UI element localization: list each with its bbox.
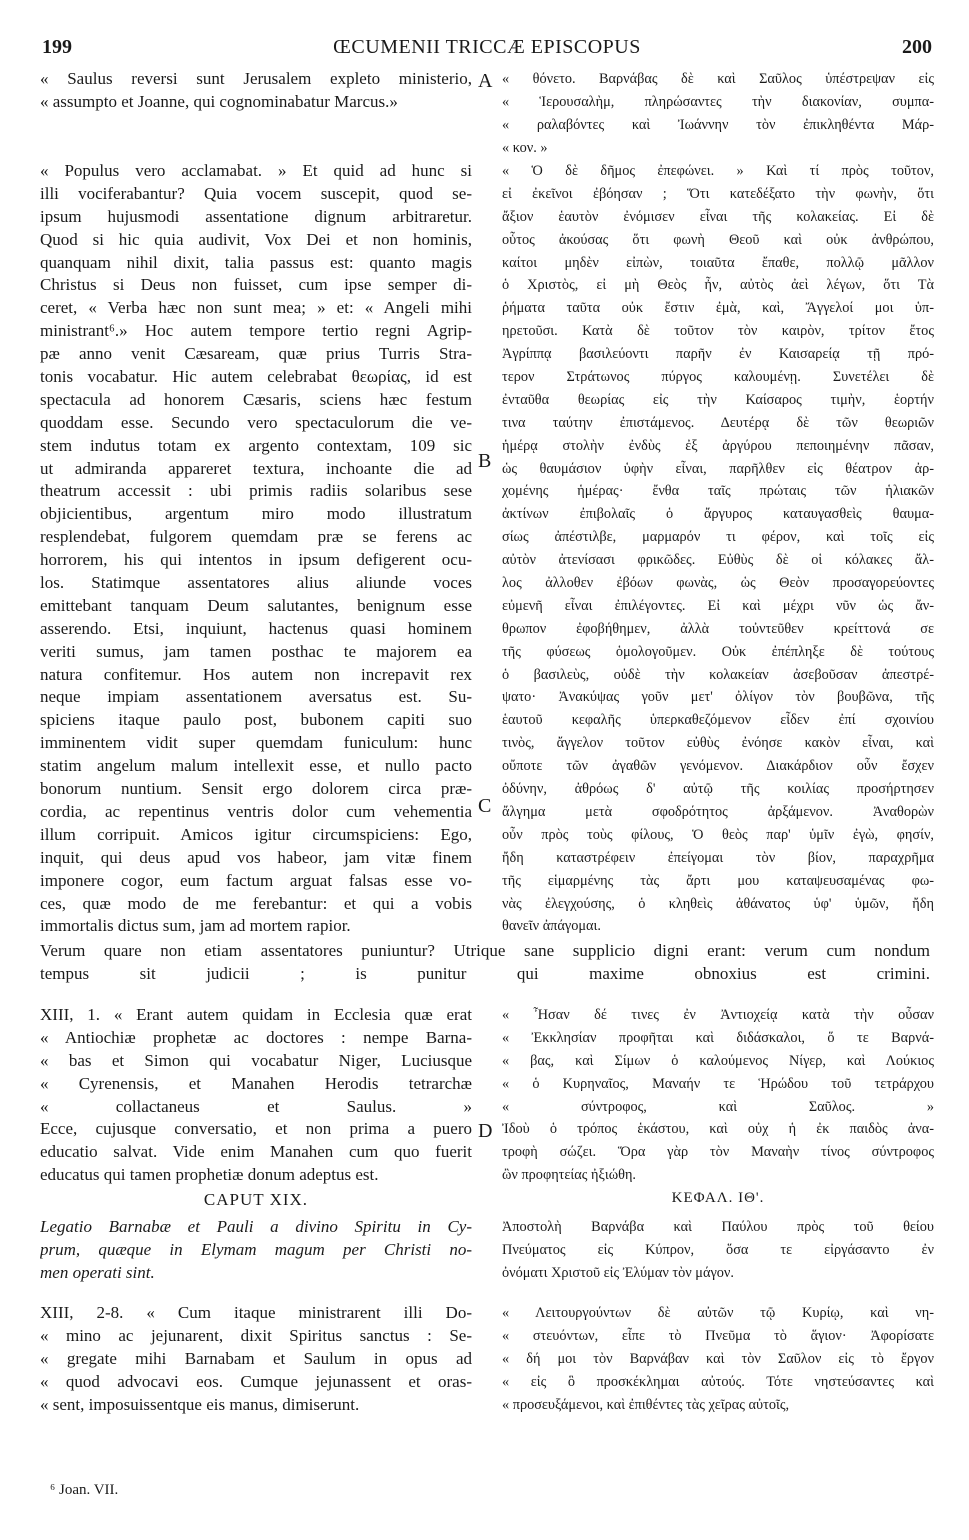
text-line: ὁ Χριστὸς, εἰ μὴ Θεὸς ἦν, αὐτὸς ἀεὶ λέγων, ὅτι Τὰ (502, 277, 934, 294)
text-line: veriti sumus, jam tamen posthac te majorem ea (40, 641, 472, 661)
text-line: natura confitemur. Hos autem non increpavit rex (40, 664, 472, 684)
greek-paragraph-4 (502, 1302, 934, 1416)
text-line: ῥήματα ταῦτα οὐκ ἔστιν ἐμὰ, καὶ, Ἄγγελοί μοι ὑπ- (502, 300, 934, 317)
text-line: ψατο· Ἀνακύψας γοῦν μετ' ὀλίγον τὸν βουβῶνα, τῆς (502, 689, 934, 706)
text-line: quanquam nihil dixit, talia passus est: quanto magis (40, 252, 472, 272)
text-line: Ecce, cujusque conversatio, et non prima a puero (40, 1119, 472, 1139)
text-line: οὔποτε τῶν ἀγαθῶν γενόμενον. Διακάρδιον οὖν ἔσχεν (502, 758, 934, 775)
text-line: Quod si hic quia audivit, Vox Dei et non hominis, (40, 229, 472, 249)
text-line: ut admiranda appareret textura, inchoante die ad (40, 458, 472, 478)
text-line: « στευόντων, εἶπε τὸ Πνεῦμα τὸ ἅγιον· Ἀφορίσατε (502, 1327, 934, 1344)
text-line: ces, quæ modo de me ferebantur: et qui a vobis (40, 893, 472, 913)
greek-chapter-heading: ΚΕΦΑΛ. ΙΘ'. (671, 1190, 765, 1206)
text-line: men operati sint. (40, 1262, 155, 1282)
text-line: « sent, imposuissentque eis manus, dimiserunt. (40, 1394, 360, 1414)
latin-chapter-heading: CAPUT XIX. (203, 1190, 309, 1209)
text-line: ὢν προφητείας ἠξιώθη. (502, 1167, 637, 1184)
text-line: εὐμενῆ εἶναι ἐπιλέγοντες. Εἰ καὶ μέχρι νῦν ὡς ἄν- (502, 597, 934, 614)
greek-paragraph-3 (502, 1004, 934, 1187)
text-line: αὐτὸν ἀτενίσασι φρικῶδες. Εὐθὺς δὲ οἱ κόλακες ἄλ- (502, 552, 934, 569)
text-line: tempus sit judicii ; is punitur qui maxime obnoxius est crimini. (40, 963, 930, 983)
text-line: XIII, 1. « Erant autem quidam in Ecclesia quæ erat (40, 1005, 472, 1024)
text-line: ὀνόματι Χριστοῦ εἰς Ἐλύμαν τὸν μάγον. (502, 1264, 734, 1281)
text-line: τῆς φύσεως ὁμολογοῦμεν. Οὐκ ἐπέπληξε δὲ τούτους (502, 643, 934, 660)
text-line: asserendo. Etsi, inquiunt, hactenus quasi hominem (40, 618, 472, 638)
text-line: νὰς ἐλεγχούσης, ὁ κληθεὶς ἀθάνατος ὑφ' ὑμῶν, ἤδη (502, 895, 934, 912)
text-line: Legatio Barnabæ et Pauli a divino Spiritu in Cy- (40, 1217, 472, 1236)
running-title: ŒCUMENII TRICCÆ EPISCOPUS (333, 36, 641, 58)
text-line: spectacula ad honorem Cæsaris, sciens hæc festum (40, 389, 472, 409)
text-line: εἰ ἐκεῖνοι ἐβόησαν ; Ὅτι κατεδέξατο τὴν φωνὴν, ὅτι (502, 185, 934, 202)
text-line: immortalis dictus sum, jam ad mortem rapior. (40, 916, 351, 936)
column-marker-b: B (478, 450, 492, 472)
text-line: « Ἱερουσαλὴμ, πληρώσαντες τὴν διακονίαν, συμπα- (502, 93, 934, 110)
text-line: ipsum hujusmodi assentatione dignum arbitraretur. (40, 206, 472, 226)
text-line: τινα ταύτην ἐπιστάμενος. Δευτέρᾳ δὲ τῶν θεωριῶν (502, 414, 934, 431)
text-line: neque impiam assentationem aversatus est. Su- (40, 687, 472, 707)
text-line: objicientibus, argentum miro modo illustratum (40, 504, 472, 524)
text-line: ministrant⁶.» Hoc autem tempore tertio regni Agrip- (40, 321, 472, 341)
text-line: « Saulus reversi sunt Jerusalem expleto ministerio, (40, 69, 472, 88)
text-line: σίως ἀπέστιλβε, μαρμαρόν τι φέρον, καὶ τοῖς εἰς (502, 529, 934, 546)
text-line: ὀδύνην, ἀθρόως δ' αὐτῷ τῆς κοιλίας προσήρτησεν (502, 781, 934, 798)
page-number-left: 199 (42, 36, 72, 58)
text-line: ἄλγημα μετὰ σφοδρότητος ἀρξάμενον. Ἀναθορὼν (502, 803, 934, 820)
latin-paragraph-1 (40, 68, 472, 114)
text-line: « quod advocavi eos. Cumque jejunassent et oras- (40, 1371, 472, 1391)
text-line: inquit, qui deus apud vos habeor, jam vitæ finem (40, 847, 472, 867)
text-line: « Antiochiæ prophetæ ac doctores : nempe Barna- (40, 1027, 472, 1047)
text-line: « βας, καὶ Σίμων ὁ καλούμενος Νίγερ, καὶ Λούκιος (502, 1052, 934, 1069)
text-line: emittebant tanquam Deum salutantes, benignum esse (40, 595, 472, 615)
text-line: Verum quare non etiam assentatores puniuntur? Utrique sane supplicio digni erant: verum cum nondum (40, 941, 930, 960)
text-line: τινὸς, ἄγγελον τοῦτον εὐθὺς ἐνόησε κακὸν εἶναι, καὶ (502, 735, 934, 752)
text-line: educatus qui tamen prophetiæ donum adeptus est. (40, 1165, 379, 1185)
text-line: « bas et Simon qui vocabatur Niger, Luciusque (40, 1050, 472, 1070)
text-line: θανεῖν ἀπάγομαι. (502, 918, 601, 935)
latin-chapter-summary (40, 1216, 472, 1285)
text-line: theatrum accessit : ubi primis radiis solaribus sese (40, 481, 472, 501)
text-line: cordia, ac repentinus ventris dolor cum vehementia (40, 801, 472, 821)
text-line: ἐνταῦθα θεωρίας εἰς τὴν Καίσαρος τιμὴν, ἑορτήν (502, 391, 934, 408)
text-line: « δή μοι τὸν Βαρνάβαν καὶ τὸν Σαῦλον εἰς τὸ ἔργον (502, 1350, 934, 1367)
running-header (42, 36, 932, 64)
text-line: ἤδη καταστρέφειν ἐπείγομαι τὸν βίον, παραχρῆμα (502, 849, 934, 866)
text-line: spiciens itaque paulo post, bubonem capiti suo (40, 710, 472, 730)
text-line: « Ὁ δὲ δῆμος ἐπεφώνει. » Καὶ τί πρὸς τοῦτον, (502, 163, 934, 179)
text-line: Christus si Deus non fuisset, cum ipse semper di- (40, 275, 472, 295)
text-line: Ἀποστολὴ Βαρνάβα καὶ Παύλου πρὸς τοῦ θείου (502, 1219, 934, 1235)
text-line: « assumpto et Joanne, qui cognominabatur Marcus.» (40, 91, 398, 111)
latin-paragraph-2 (40, 160, 472, 938)
text-line: ηρετοῦσι. Κατὰ δὲ τοῦτον τὸν καιρὸν, τρίτον ἔτος (502, 323, 934, 340)
text-line: « mino ac jejunarent, dixit Spiritus sanctus : Se- (40, 1325, 472, 1345)
latin-paragraph-3 (40, 1004, 472, 1187)
latin-paragraph-4 (40, 1302, 472, 1416)
greek-paragraph-2 (502, 160, 934, 938)
greek-paragraph-1 (502, 68, 934, 160)
text-line: λος ἀλλοθεν ἐβόων φωνὰς, ὡς Θεὸν προσαγορεύοντες (502, 575, 934, 592)
text-line: prum, quæque in Elymam magum per Christi no- (40, 1239, 472, 1259)
text-line: « εἰς ὃ προσκέκλημαι αὐτούς. Τότε νηστεύσαντες καὶ (502, 1373, 934, 1390)
footnote: ⁶ Joan. VII. (50, 1482, 119, 1498)
text-line: ἀκτίνων ἐπιβολαῖς ὁ ἄργυρος καταυγασθεὶς θαυμα- (502, 506, 934, 523)
text-line: los. Statimque assentatores alius aliunde voces (40, 573, 472, 593)
text-line: illum corripuit. Amicos igitur circumspiciens: Ego, (40, 824, 472, 844)
text-line: θρωπον ἐφοβήθημεν, ἀλλὰ τοὐντεῦθεν κρείττονά σε (502, 620, 934, 637)
column-marker-d: D (478, 1120, 493, 1142)
text-line: bonorum nuntium. Sensit ergo dolorem circa præ- (40, 779, 472, 799)
text-line: « Ἐκκλησίαν προφῆται καὶ διδάσκαλοι, ὅ τε Βαρνά- (502, 1029, 934, 1046)
text-line: ὡς θαυμάσιον ὑφὴν εἶναι, παρῆλθεν εἰς θέατρον ἀρ- (502, 460, 934, 477)
text-line: ceret, « Verba hæc non sunt mea; » et: « Angeli mihi (40, 298, 472, 318)
text-line: τροφὴ σώζει. Ὅρα γὰρ τὸν Μαναὴν τίνος σύντροφος (502, 1144, 934, 1161)
text-line: stem indutus totam ex argento contextam, 109 sic (40, 435, 472, 455)
text-line: « Ἦσαν δέ τινες ἐν Ἀντιοχείᾳ κατὰ τὴν οὖσαν (502, 1007, 934, 1023)
text-line: « ραλαβόντες καὶ Ἰωάννην τὸν ἐπικληθέντα Μάρ- (502, 116, 934, 133)
text-line: « Λειτουργούντων δὲ αὐτῶν τῷ Κυρίῳ, καὶ νη- (502, 1305, 934, 1321)
text-line: ἡμέρᾳ στολὴν ἐνδὺς ἐξ ἀργύρου πεποιημένην πᾶσαν, (502, 437, 934, 454)
text-line: horrorem, his qui intentos in ipsum defigerent ocu- (40, 550, 472, 570)
text-line: educatio salvat. Vide enim Manahen cum quo fuerit (40, 1142, 472, 1162)
text-line: XIII, 2-8. « Cum itaque ministrarent illi Do- (40, 1303, 472, 1322)
text-line: ἑαυτοῦ κεφαλῆς ὑπερκαθεζόμενον εἶδεν ἐπί σχοινίου (502, 712, 934, 729)
text-line: statim angelum malum intellexit esse, et nullo pacto (40, 756, 472, 776)
greek-chapter-summary (502, 1216, 934, 1285)
text-line: illi vociferabantur? Quia vocem suscepit, quod se- (40, 183, 472, 203)
text-line: « Populus vero acclamabat. » Et quid ad hunc si (40, 161, 472, 180)
text-line: « σύντροφος, καὶ Σαῦλος. » (502, 1098, 934, 1115)
column-marker-c: C (478, 795, 492, 817)
text-line: « θόνετο. Βαρνάβας δὲ καὶ Σαῦλος ὑπέστρεψαν εἰς (502, 71, 934, 87)
text-line: οὖν πρὸς τοὺς φίλους, Ὁ θεὸς παρ' ὑμῖν ἐγὼ, φησίν, (502, 826, 934, 843)
text-line: τερον Στράτωνος πύργος καλουμένῃ. Συνετέλει δὲ (502, 369, 934, 386)
text-line: οὗτος ἀκούσας ὅτι φωνὴ Θεοῦ καὶ οὐκ ἀνθρώπου, (502, 231, 934, 248)
column-marker-a: A (478, 70, 493, 92)
text-line: « collactaneus et Saulus. » (40, 1096, 472, 1116)
text-line: ὁ βασιλεὺς, οὐδὲ τὴν κολακείαν ἀσεβοῦσαν ἀπεστρέ- (502, 666, 934, 683)
text-line: Πνεύματος εἰς Κύπρον, ὅσα τε εἰργάσαντο ἐν (502, 1241, 934, 1258)
text-line: pæ anno venit Cæsaream, quæ prius Turris Stra- (40, 344, 472, 364)
text-line: Ἰδοὺ ὁ τρόπος ἑκάστου, καὶ οὐχ ἡ ἐκ παιδὸς ἀνα- (502, 1121, 934, 1138)
text-line: tonis vocabatur. Hic autem celebrabat θεωρίας, id est (40, 367, 472, 387)
text-line: καίτοι μηδὲν εἰπὼν, τοιαῦτα ἔπαθε, πολλῷ μᾶλλον (502, 254, 934, 271)
text-line: « ὁ Κυρηναῖος, Μαναήν τε Ἡρώδου τοῦ τετράρχου (502, 1075, 934, 1092)
text-line: χομένης ἡμέρας· ἔνθα ταῖς πρώταις τῶν ἡλιακῶν (502, 483, 934, 500)
text-line: imponere cogor, eum factum arguat falsas esse vo- (40, 870, 472, 890)
text-line: « gregate mihi Barnabam et Saulum in opus ad (40, 1348, 472, 1368)
text-line: ἄξιον ἑαυτὸν ἐνόμισεν εἶναι τῆς κολακείας. Εἰ δὲ (502, 208, 934, 225)
text-line: τῆς εἱμαρμένης τὰς ἄρτι μου καταψευσαμένας φω- (502, 872, 934, 889)
text-line: « προσευξάμενοι, καὶ ἐπιθέντες τὰς χεῖρας αὐτοῖς, (502, 1396, 790, 1413)
text-line: « Cyrenensis, et Manahen Herodis tetrarchæ (40, 1073, 472, 1093)
text-line: quoddam esse. Secundo vero spectaculorum die ve- (40, 412, 472, 432)
text-line: imminentem vidit super quemdam funiculum: hunc (40, 733, 472, 753)
full-width-paragraph (40, 940, 930, 986)
page-number-right: 200 (902, 36, 932, 58)
text-line: « κον. » (502, 139, 548, 156)
text-line: resplendebat, fulgorem quemdam præ se ferens ac (40, 527, 472, 547)
text-line: Ἀγρίππᾳ βασιλεύοντι παρῆν ἐν Καισαρείᾳ τῇ πρό- (502, 346, 934, 363)
